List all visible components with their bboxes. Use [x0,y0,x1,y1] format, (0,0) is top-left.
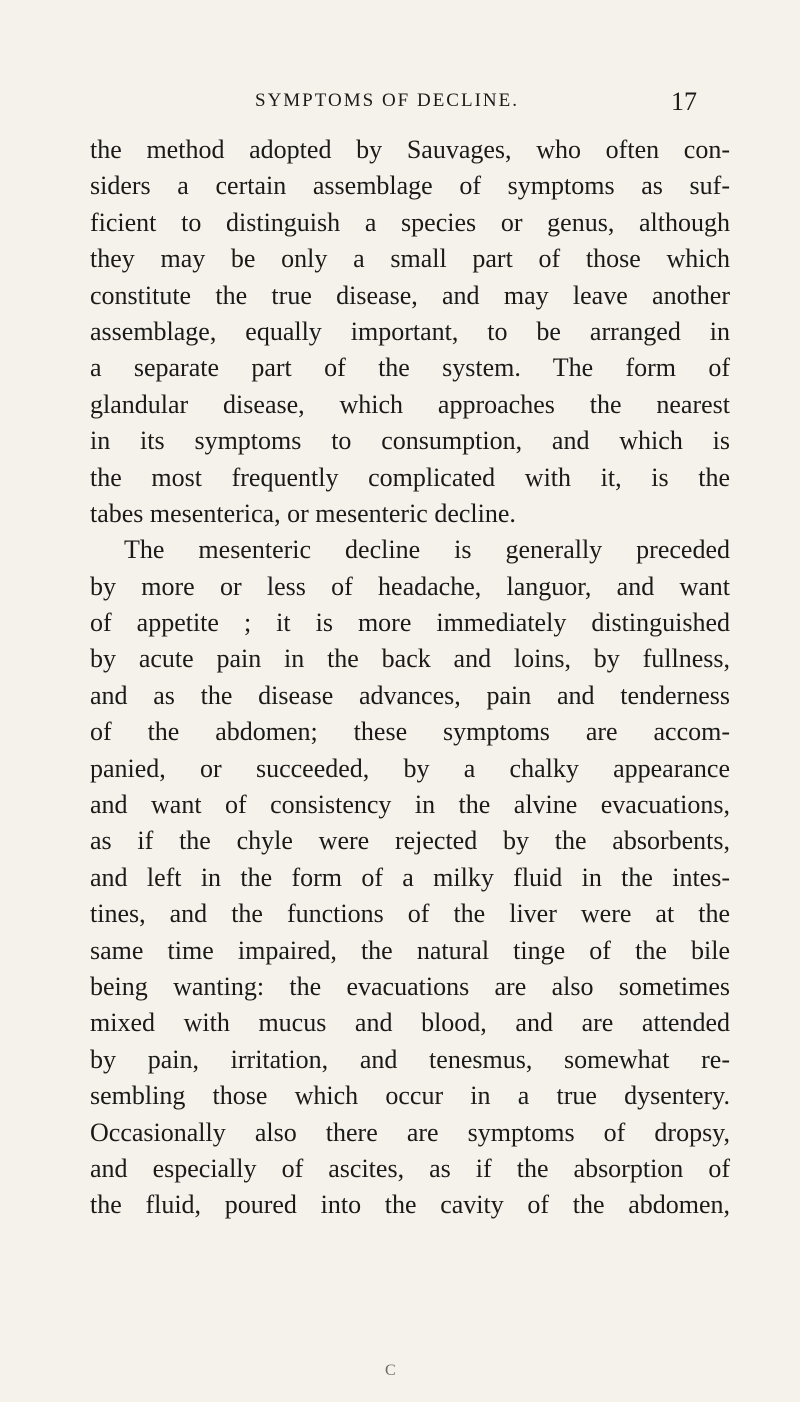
text-line: a separate part of the system. The form of [90,353,730,383]
text-line: sembling those which occur in a true dysentery. [90,1081,730,1111]
text-line: the fluid, poured into the cavity of the abdomen, [90,1190,730,1220]
text-line: same time impaired, the natural tinge of the bile [90,935,730,965]
text-line: panied, or succeeded, by a chalky appearance [90,753,730,783]
text-line: being wanting: the evacuations are also sometimes [90,971,730,1001]
signature-mark: C [385,1362,396,1379]
text-line: constitute the true disease, and may leave another [90,280,730,310]
text-line: siders a certain assemblage of symptoms as suf- [90,171,730,201]
running-head [255,87,715,120]
text-line: tines, and the functions of the liver were at the [90,899,730,929]
text-line: The mesenteric decline is generally preceded [124,535,730,565]
text-line: by more or less of headache, languor, and want [90,571,730,601]
running-title: SYMPTOMS OF DECLINE. [255,90,519,111]
text-line: mixed with mucus and blood, and are attended [90,1008,730,1038]
text-line: Occasionally also there are symptoms of dropsy, [90,1117,730,1147]
text-line: assemblage, equally important, to be arranged in [90,316,730,346]
text-line: glandular disease, which approaches the nearest [90,389,730,419]
text-line: as if the chyle were rejected by the absorbents, [90,826,730,856]
text-line: of the abdomen; these symptoms are accom- [90,717,730,747]
text-line: and want of consistency in the alvine evacuations, [90,790,730,820]
text-line: the most frequently complicated with it, is the [90,462,730,492]
text-line: they may be only a small part of those which [90,244,730,274]
text-line: the method adopted by Sauvages, who often con- [90,135,730,164]
text-line: and left in the form of a milky fluid in the intes- [90,862,730,892]
text-line: and especially of ascites, as if the absorption of [90,1153,730,1183]
text-line: in its symptoms to consumption, and which is [90,426,730,456]
text-line: and as the disease advances, pain and tenderness [90,680,730,710]
text-line: of appetite ; it is more immediately distinguished [90,608,730,638]
body-text [90,132,730,1224]
text-line: ficient to distinguish a species or genus, although [90,207,730,237]
page-number: 17 [671,87,697,116]
text-line: tabes mesenterica, or mesenteric decline. [90,498,516,528]
text-line: by pain, irritation, and tenesmus, somewhat re- [90,1044,730,1074]
text-line: by acute pain in the back and loins, by fullness, [90,644,730,674]
